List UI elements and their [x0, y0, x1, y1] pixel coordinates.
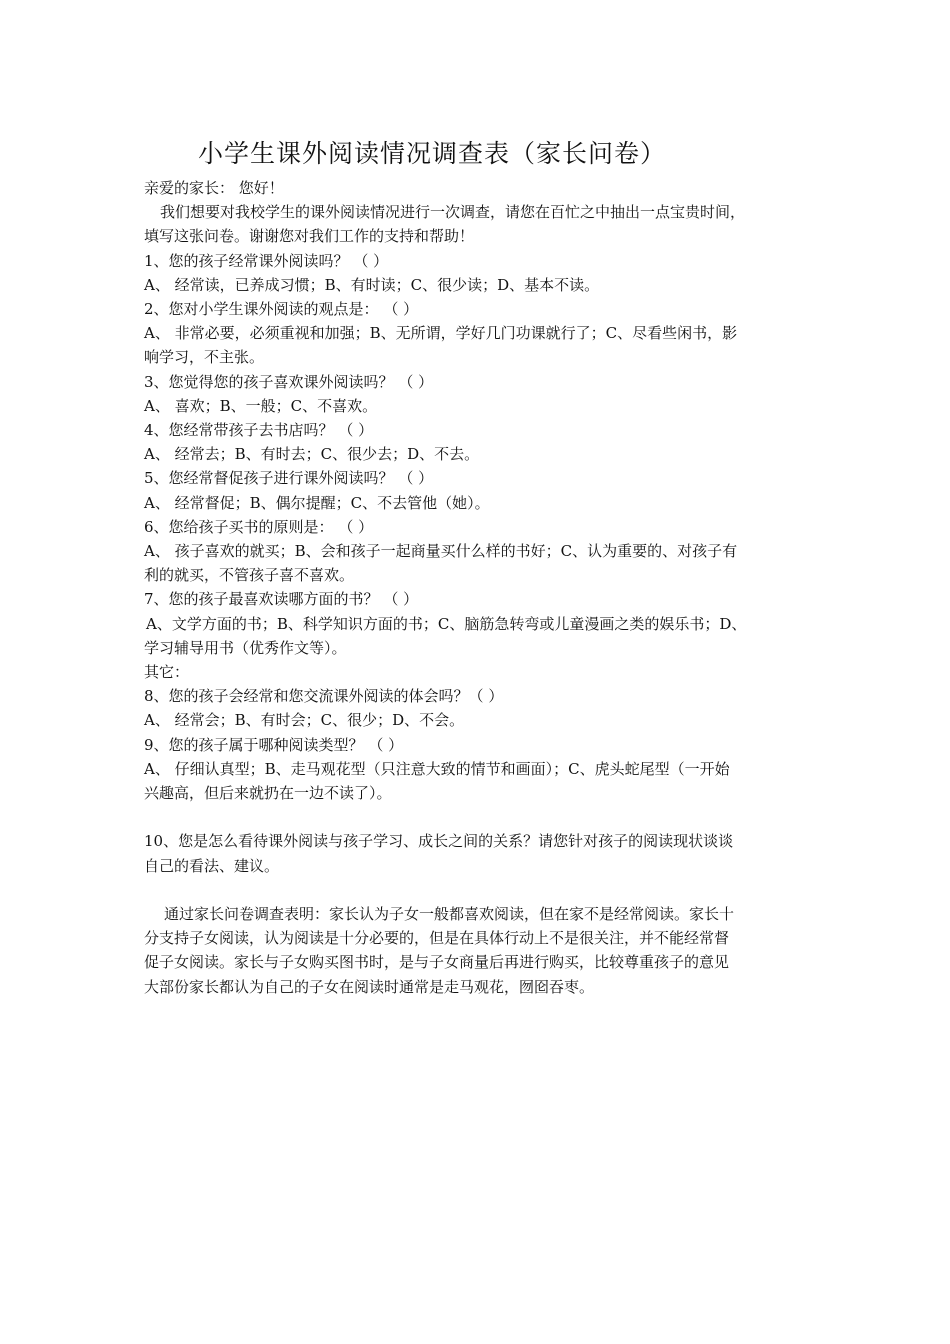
conclusion-line-2: 分支持子女阅读，认为阅读是十分必要的，但是在具体行动上不是很关注，并不能经常督 — [144, 929, 730, 948]
question-9-options-cont: 兴趣高，但后来就扔在一边不读了）。 — [144, 784, 392, 803]
question-8: 8、您的孩子会经常和您交流课外阅读的体会吗？（ ） — [144, 687, 504, 706]
question-7-other: 其它： — [144, 663, 190, 682]
question-10-cont: 自己的看法、建议。 — [144, 856, 280, 875]
question-6: 6、您给孩子买书的原则是： （ ） — [144, 517, 374, 536]
intro-line-2: 填写这张问卷。谢谢您对我们工作的支持和帮助！ — [144, 227, 475, 246]
question-4-options: A、 经常去；B、有时去；C、很少去；D、不去。 — [144, 445, 480, 464]
question-7-options-cont: 学习辅导用书（优秀作文等）。 — [144, 638, 347, 657]
greeting: 亲爱的家长： 您好！ — [144, 179, 284, 197]
question-2-options-cont: 响学习，不主张。 — [144, 348, 265, 367]
question-2: 2、您对小学生课外阅读的观点是： （ ） — [144, 300, 419, 319]
spacer — [144, 805, 820, 829]
question-3-options: A、 喜欢；B、一般；C、不喜欢。 — [144, 396, 378, 415]
page-title: 小学生课外阅读情况调查表（家长问卷） — [198, 139, 667, 168]
question-6-options: A、 孩子喜欢的就买；B、会和孩子一起商量买什么样的书好；C、认为重要的、对孩子有 — [144, 542, 738, 561]
question-7-options: A、文学方面的书；B、科学知识方面的书；C、脑筋急转弯或儿童漫画之类的娱乐书；D、 — [146, 614, 747, 633]
question-5-options: A、 经常督促；B、偶尔提醒；C、不去管他（她）。 — [144, 493, 490, 512]
conclusion-line-3: 促子女阅读。家长与子女购买图书时，是与子女商量后再进行购买，比较尊重孩子的意见 — [144, 953, 730, 972]
question-1-options: A、 经常读，已养成习惯；B、有时读；C、很少读；D、基本不读。 — [144, 275, 600, 294]
question-9-options: A、 仔细认真型；B、走马观花型（只注意大致的情节和画面）；C、虎头蛇尾型（一开始 — [144, 759, 730, 778]
question-10: 10、您是怎么看待课外阅读与孩子学习、成长之间的关系？请您针对孩子的阅读现状谈谈 — [144, 832, 734, 851]
survey-body — [144, 176, 820, 999]
question-4: 4、您经常带孩子去书店吗？ （ ） — [144, 421, 374, 440]
question-6-options-cont: 利的就买，不管孩子喜不喜欢。 — [144, 566, 355, 585]
intro-line-1: 我们想要对我校学生的课外阅读情况进行一次调查，请您在百忙之中抽出一点宝贵时间， — [160, 203, 746, 222]
question-7: 7、您的孩子最喜欢读哪方面的书？ （ ） — [144, 590, 419, 609]
question-3: 3、您觉得您的孩子喜欢课外阅读吗？ （ ） — [144, 372, 434, 391]
question-9: 9、您的孩子属于哪种阅读类型？ （ ） — [144, 735, 404, 754]
question-2-options: A、 非常必要，必须重视和加强；B、无所谓，学好几门功课就行了；C、尽看些闲书，影 — [144, 324, 738, 343]
conclusion-line-1: 通过家长问卷调查表明：家长认为子女一般都喜欢阅读，但在家不是经常阅读。家长十 — [164, 905, 735, 924]
spacer — [144, 878, 820, 902]
conclusion-line-4: 大部份家长都认为自己的子女在阅读时通常是走马观花，囫囵吞枣。 — [144, 977, 595, 996]
question-1: 1、您的孩子经常课外阅读吗？ （ ） — [144, 251, 389, 270]
question-5: 5、您经常督促孩子进行课外阅读吗？ （ ） — [144, 469, 434, 488]
question-8-options: A、 经常会；B、有时会；C、很少；D、不会。 — [144, 711, 465, 730]
